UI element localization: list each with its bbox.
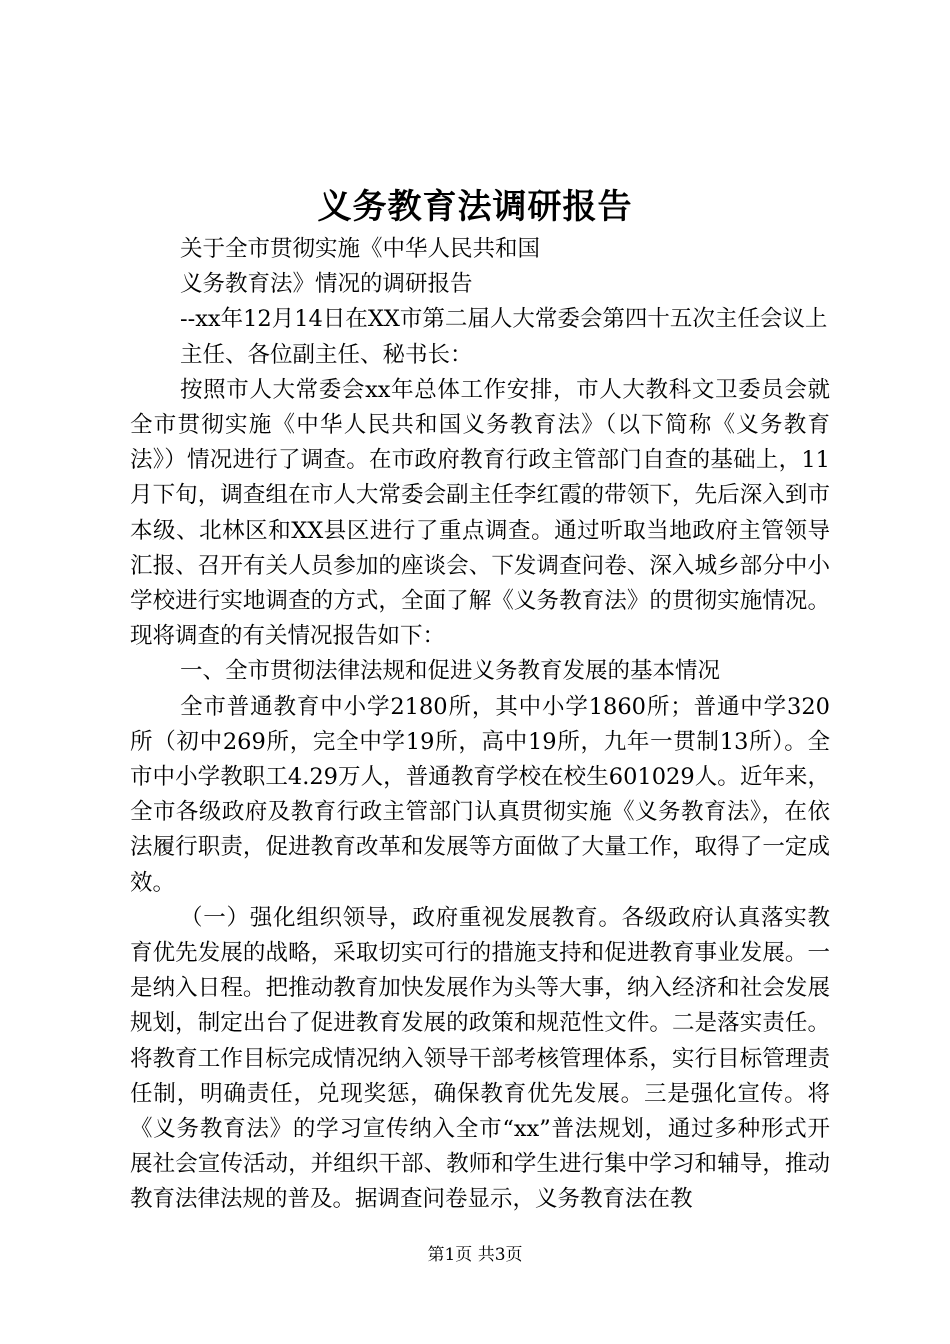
paragraph-subtitle-line-2: 义务教育法》情况的调研报告	[180, 271, 473, 298]
page-footer: 第1页 共3页	[427, 1245, 523, 1265]
paragraph-salutation: 主任、各位副主任、秘书长：	[180, 341, 473, 368]
document-title: 义务教育法调研报告	[317, 187, 633, 227]
paragraph-introduction: 按照市人大常委会xx年总体工作安排，市人大教科文卫委员会就全市贯彻实施《中华人民共和国义务教育法》（以下简称《义务教育法》）情况进行了调查。在市政府教育行政主管部门自查的基础上，11月下旬，调查组在市人大常委会副主任李红霞的带领下，先后深入到市本级、北林区和XX县区进行了重点调查。通过听取当地政府主管领导汇报、召开有关人员参加的座谈会、下发调查问卷、深入城乡部分中小学校进行实地调查的方式，全面了解《义务教育法》的贯彻实施情况。现将调查的有关情况报告如下：	[130, 376, 830, 650]
paragraph-subsection-1: （一）强化组织领导，政府重视发展教育。各级政府认真落实教育优先发展的战略，采取切实可行的措施支持和促进教育事业发展。一是纳入日程。把推动教育加快发展作为头等大事，纳入经济和社会发展规划，制定出台了促进教育发展的政策和规范性文件。二是落实责任。将教育工作目标完成情况纳入领导干部考核管理体系，实行目标管理责任制，明确责任，兑现奖惩，确保教育优先发展。三是强化宣传。将《义务教育法》的学习宣传纳入全市“xx”普法规划，通过多种形式开展社会宣传活动，并组织干部、教师和学生进行集中学习和辅导，推动教育法律法规的普及。据调查问卷显示，义务教育法在教	[130, 904, 830, 1213]
paragraph-subtitle-line-1: 关于全市贯彻实施《中华人民共和国	[180, 236, 541, 262]
paragraph-basic-situation: 全市普通教育中小学2180所，其中小学1860所；普通中学320所（初中269所，完全中学19所，高中19所，九年一贯制13所）。全市中小学教职工4.29万人，普通教育学校在校生601029人。近年来，全市各级政府及教育行政主管部门认真贯彻实施《义务教育法》，在依法履行职责，促进教育改革和发展等方面做了大量工作，取得了一定成效。	[130, 693, 830, 896]
section-heading-1: 一、全市贯彻法律法规和促进义务教育发展的基本情况	[180, 658, 721, 685]
document-body	[130, 232, 830, 1218]
paragraph-meeting-info: --xx年12月14日在XX市第二届人大常委会第四十五次主任会议上	[180, 306, 828, 333]
